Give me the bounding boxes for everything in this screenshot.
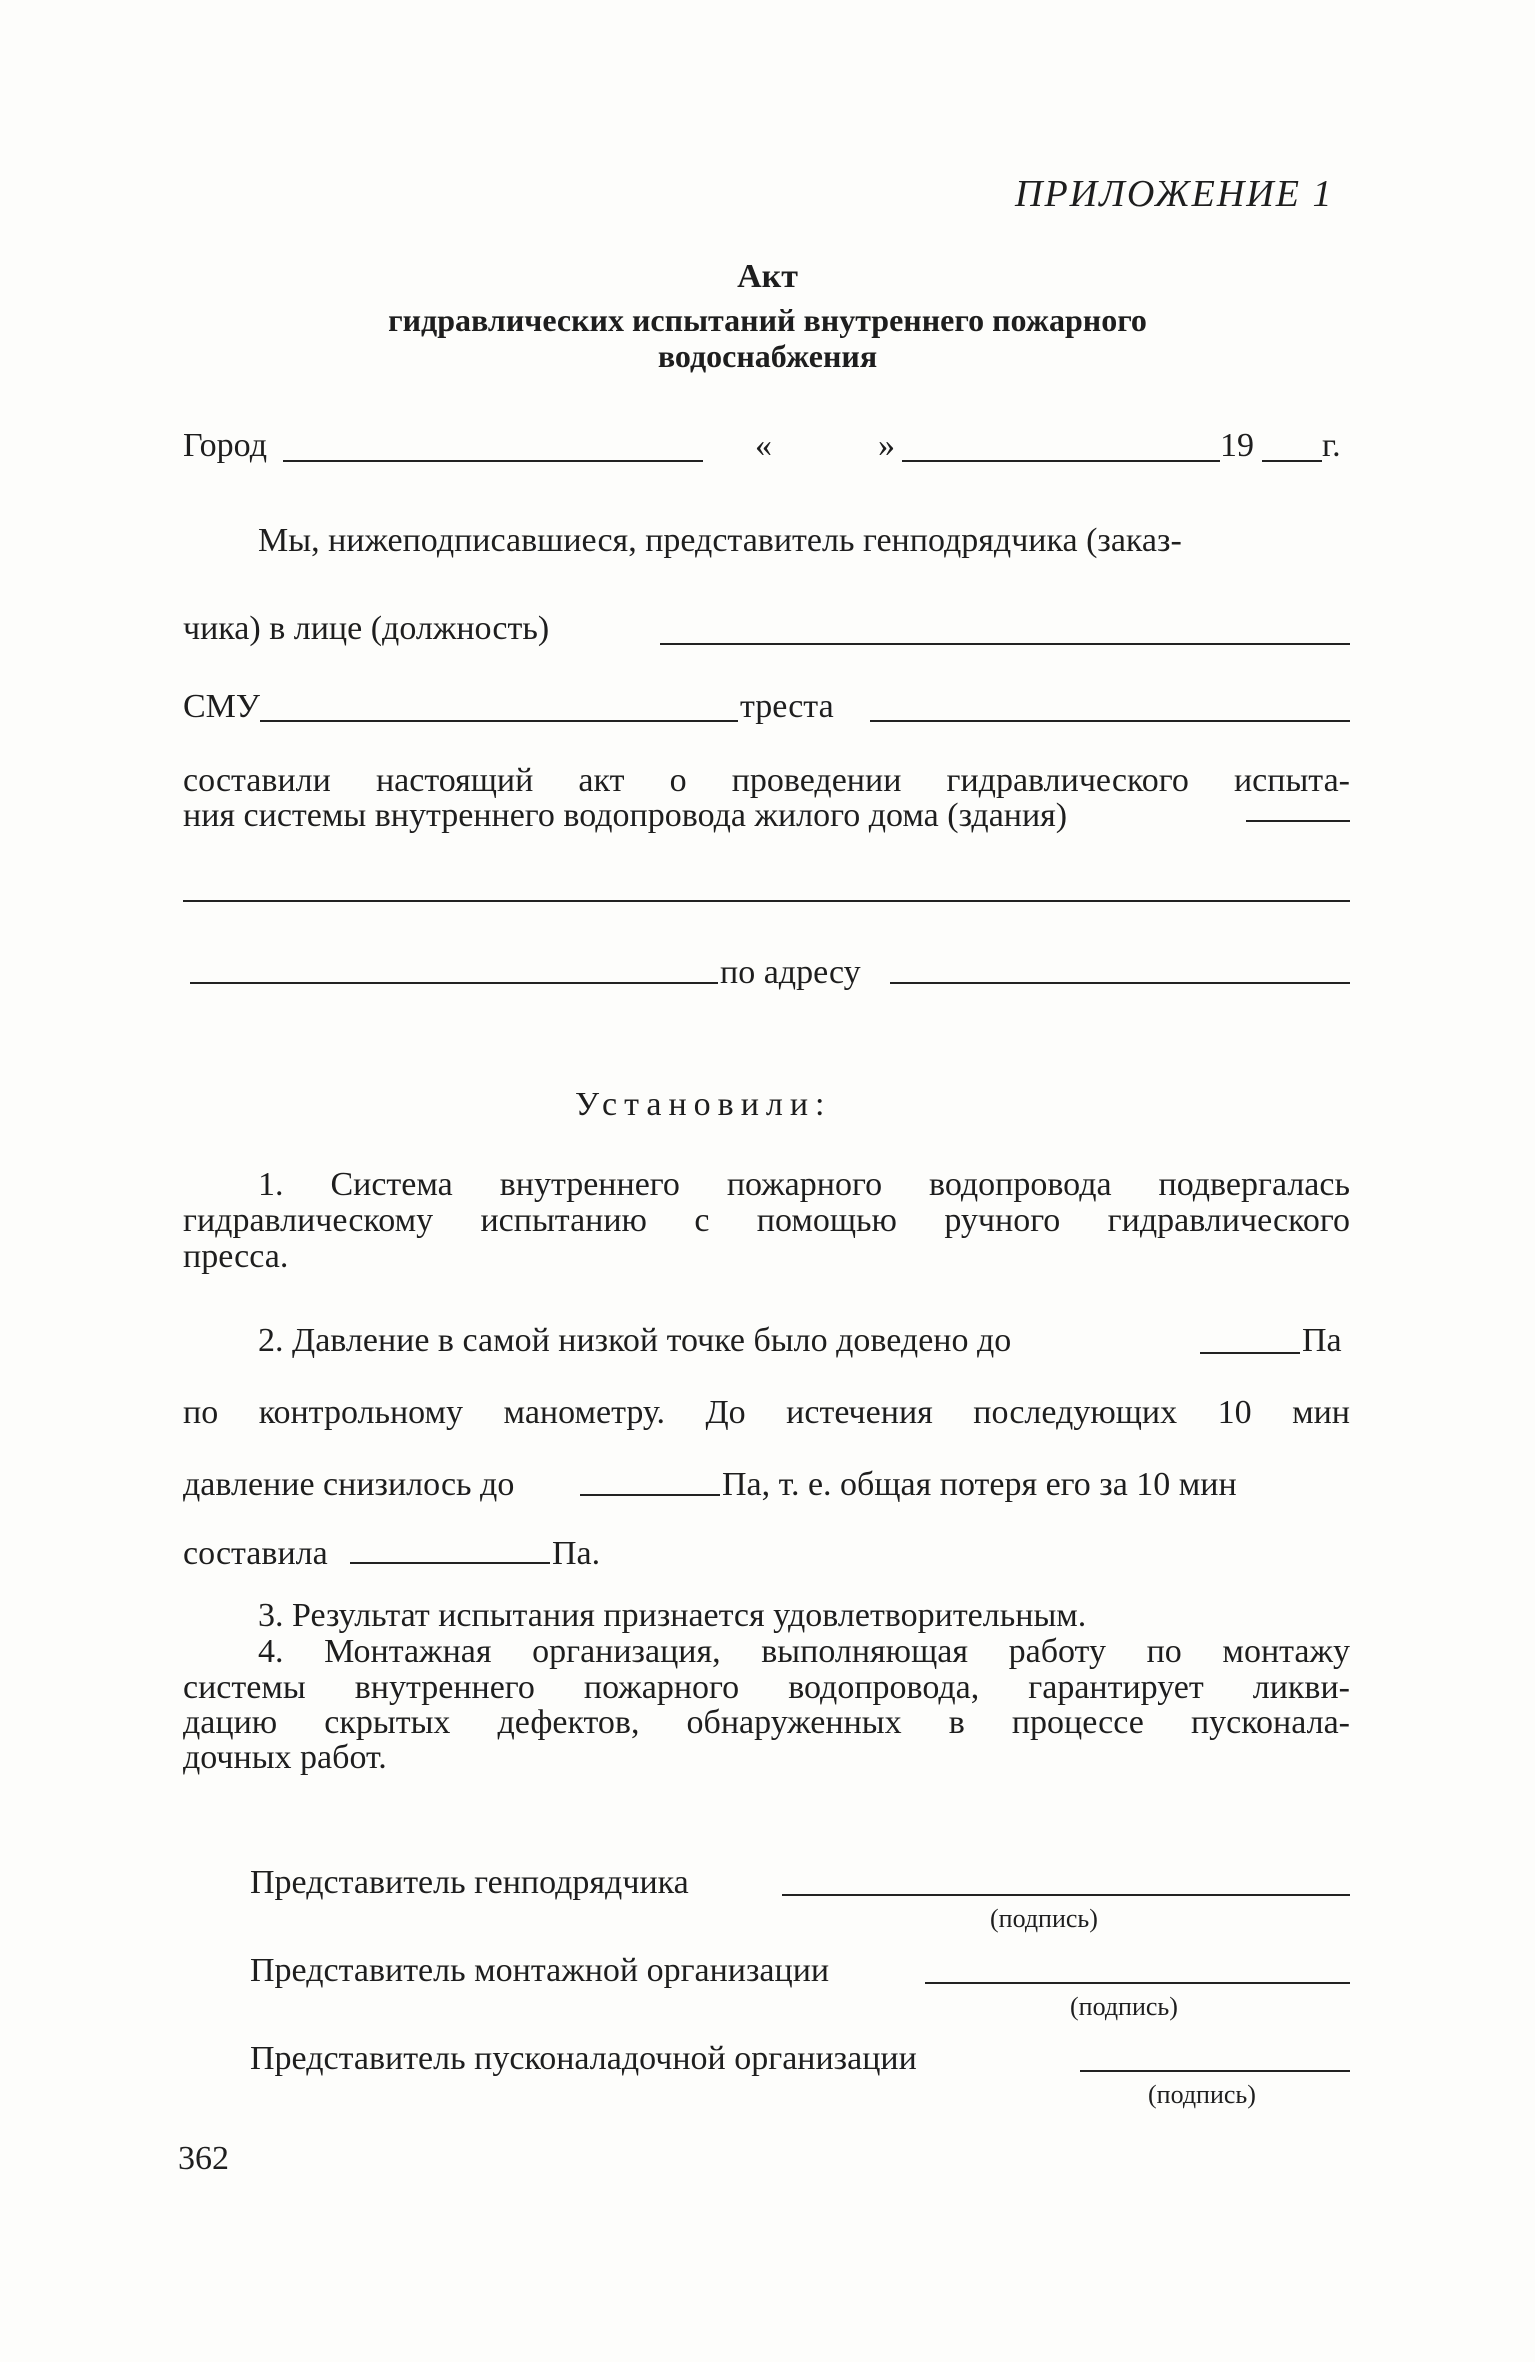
year-prefix: 19 <box>1220 427 1254 464</box>
document-title: Акт <box>737 258 798 295</box>
signature-caption-2: (подпись) <box>1070 1992 1178 2021</box>
pressure-initial-blank[interactable] <box>1200 1352 1300 1354</box>
address-blank[interactable] <box>890 982 1350 984</box>
pressure-drop-blank[interactable] <box>580 1494 720 1496</box>
item2-line2: по контрольному манометру. До истечения последующих 10 мин <box>183 1394 1350 1431</box>
signature-line-commissioning[interactable] <box>1080 2070 1350 2072</box>
quote-open: « <box>755 427 772 464</box>
trust-label: треста <box>740 688 834 725</box>
signature-line-installation[interactable] <box>925 1982 1350 1984</box>
item2-line4-start: составила <box>183 1535 328 1572</box>
address-label: по адресу <box>720 954 861 991</box>
item4-line4: дочных работ. <box>183 1739 387 1776</box>
building-blank-2[interactable] <box>183 900 1350 902</box>
city-blank[interactable] <box>283 460 703 462</box>
intro-line5: ния системы внутреннего водопровода жилого дома (здания) <box>183 797 1068 834</box>
item2-line1: 2. Давление в самой низкой точке было доведено до <box>258 1322 1012 1359</box>
signature-label-commissioning: Представитель пусконаладочной организации <box>250 2040 917 2077</box>
document-subtitle-line1: гидравлических испытаний внутреннего пожарного <box>388 302 1147 338</box>
object-blank[interactable] <box>190 982 718 984</box>
smu-blank[interactable] <box>260 720 738 722</box>
month-blank[interactable] <box>902 460 1220 462</box>
item2-unit1: Па <box>1302 1322 1342 1359</box>
intro-line1: Мы, нижеподписавшиеся, представитель генподрядчика (заказ- <box>258 522 1182 559</box>
item1-line1: 1. Система внутреннего пожарного водопровода подвергалась <box>258 1166 1350 1203</box>
established-heading: Установили: <box>575 1086 832 1123</box>
item3: 3. Результат испытания признается удовлетворительным. <box>258 1597 1087 1634</box>
quote-close: » <box>878 427 895 464</box>
item4-line2: системы внутреннего пожарного водопровода, гарантирует ликви- <box>183 1669 1350 1706</box>
pressure-loss-blank[interactable] <box>350 1562 550 1564</box>
trust-blank[interactable] <box>870 720 1350 722</box>
intro-line4: составили настоящий акт о проведении гидравлического испыта- <box>183 762 1350 799</box>
signature-caption-1: (подпись) <box>990 1904 1098 1933</box>
item4-line1: 4. Монтажная организация, выполняющая работу по монтажу <box>258 1633 1350 1670</box>
smu-label: СМУ <box>183 688 260 725</box>
document-subtitle-line2: водоснабжения <box>657 338 878 374</box>
year-blank[interactable] <box>1262 460 1322 462</box>
year-suffix: г. <box>1322 427 1341 464</box>
signature-label-general-contractor: Представитель генподрядчика <box>250 1864 689 1901</box>
building-blank[interactable] <box>1246 820 1350 822</box>
signature-label-installation: Представитель монтажной организации <box>250 1952 830 1989</box>
city-label: Город <box>183 427 267 464</box>
signature-caption-3: (подпись) <box>1148 2080 1256 2109</box>
position-blank[interactable] <box>660 643 1350 645</box>
item2-line3-end: Па, т. е. общая потеря его за 10 мин <box>722 1466 1237 1503</box>
item1-line2: гидравлическому испытанию с помощью ручного гидравлического <box>183 1202 1350 1239</box>
item1-line3: пресса. <box>183 1238 289 1275</box>
item4-line3: дацию скрытых дефектов, обнаруженных в процессе пусконала- <box>183 1704 1350 1741</box>
page-number: 362 <box>178 2140 229 2177</box>
appendix-label: ПРИЛОЖЕНИЕ 1 <box>1015 173 1334 215</box>
intro-line2: чика) в лице (должность) <box>183 610 550 647</box>
item2-line3-start: давление снизилось до <box>183 1466 515 1503</box>
signature-line-general-contractor[interactable] <box>782 1894 1350 1896</box>
item2-line4-end: Па. <box>552 1535 601 1572</box>
